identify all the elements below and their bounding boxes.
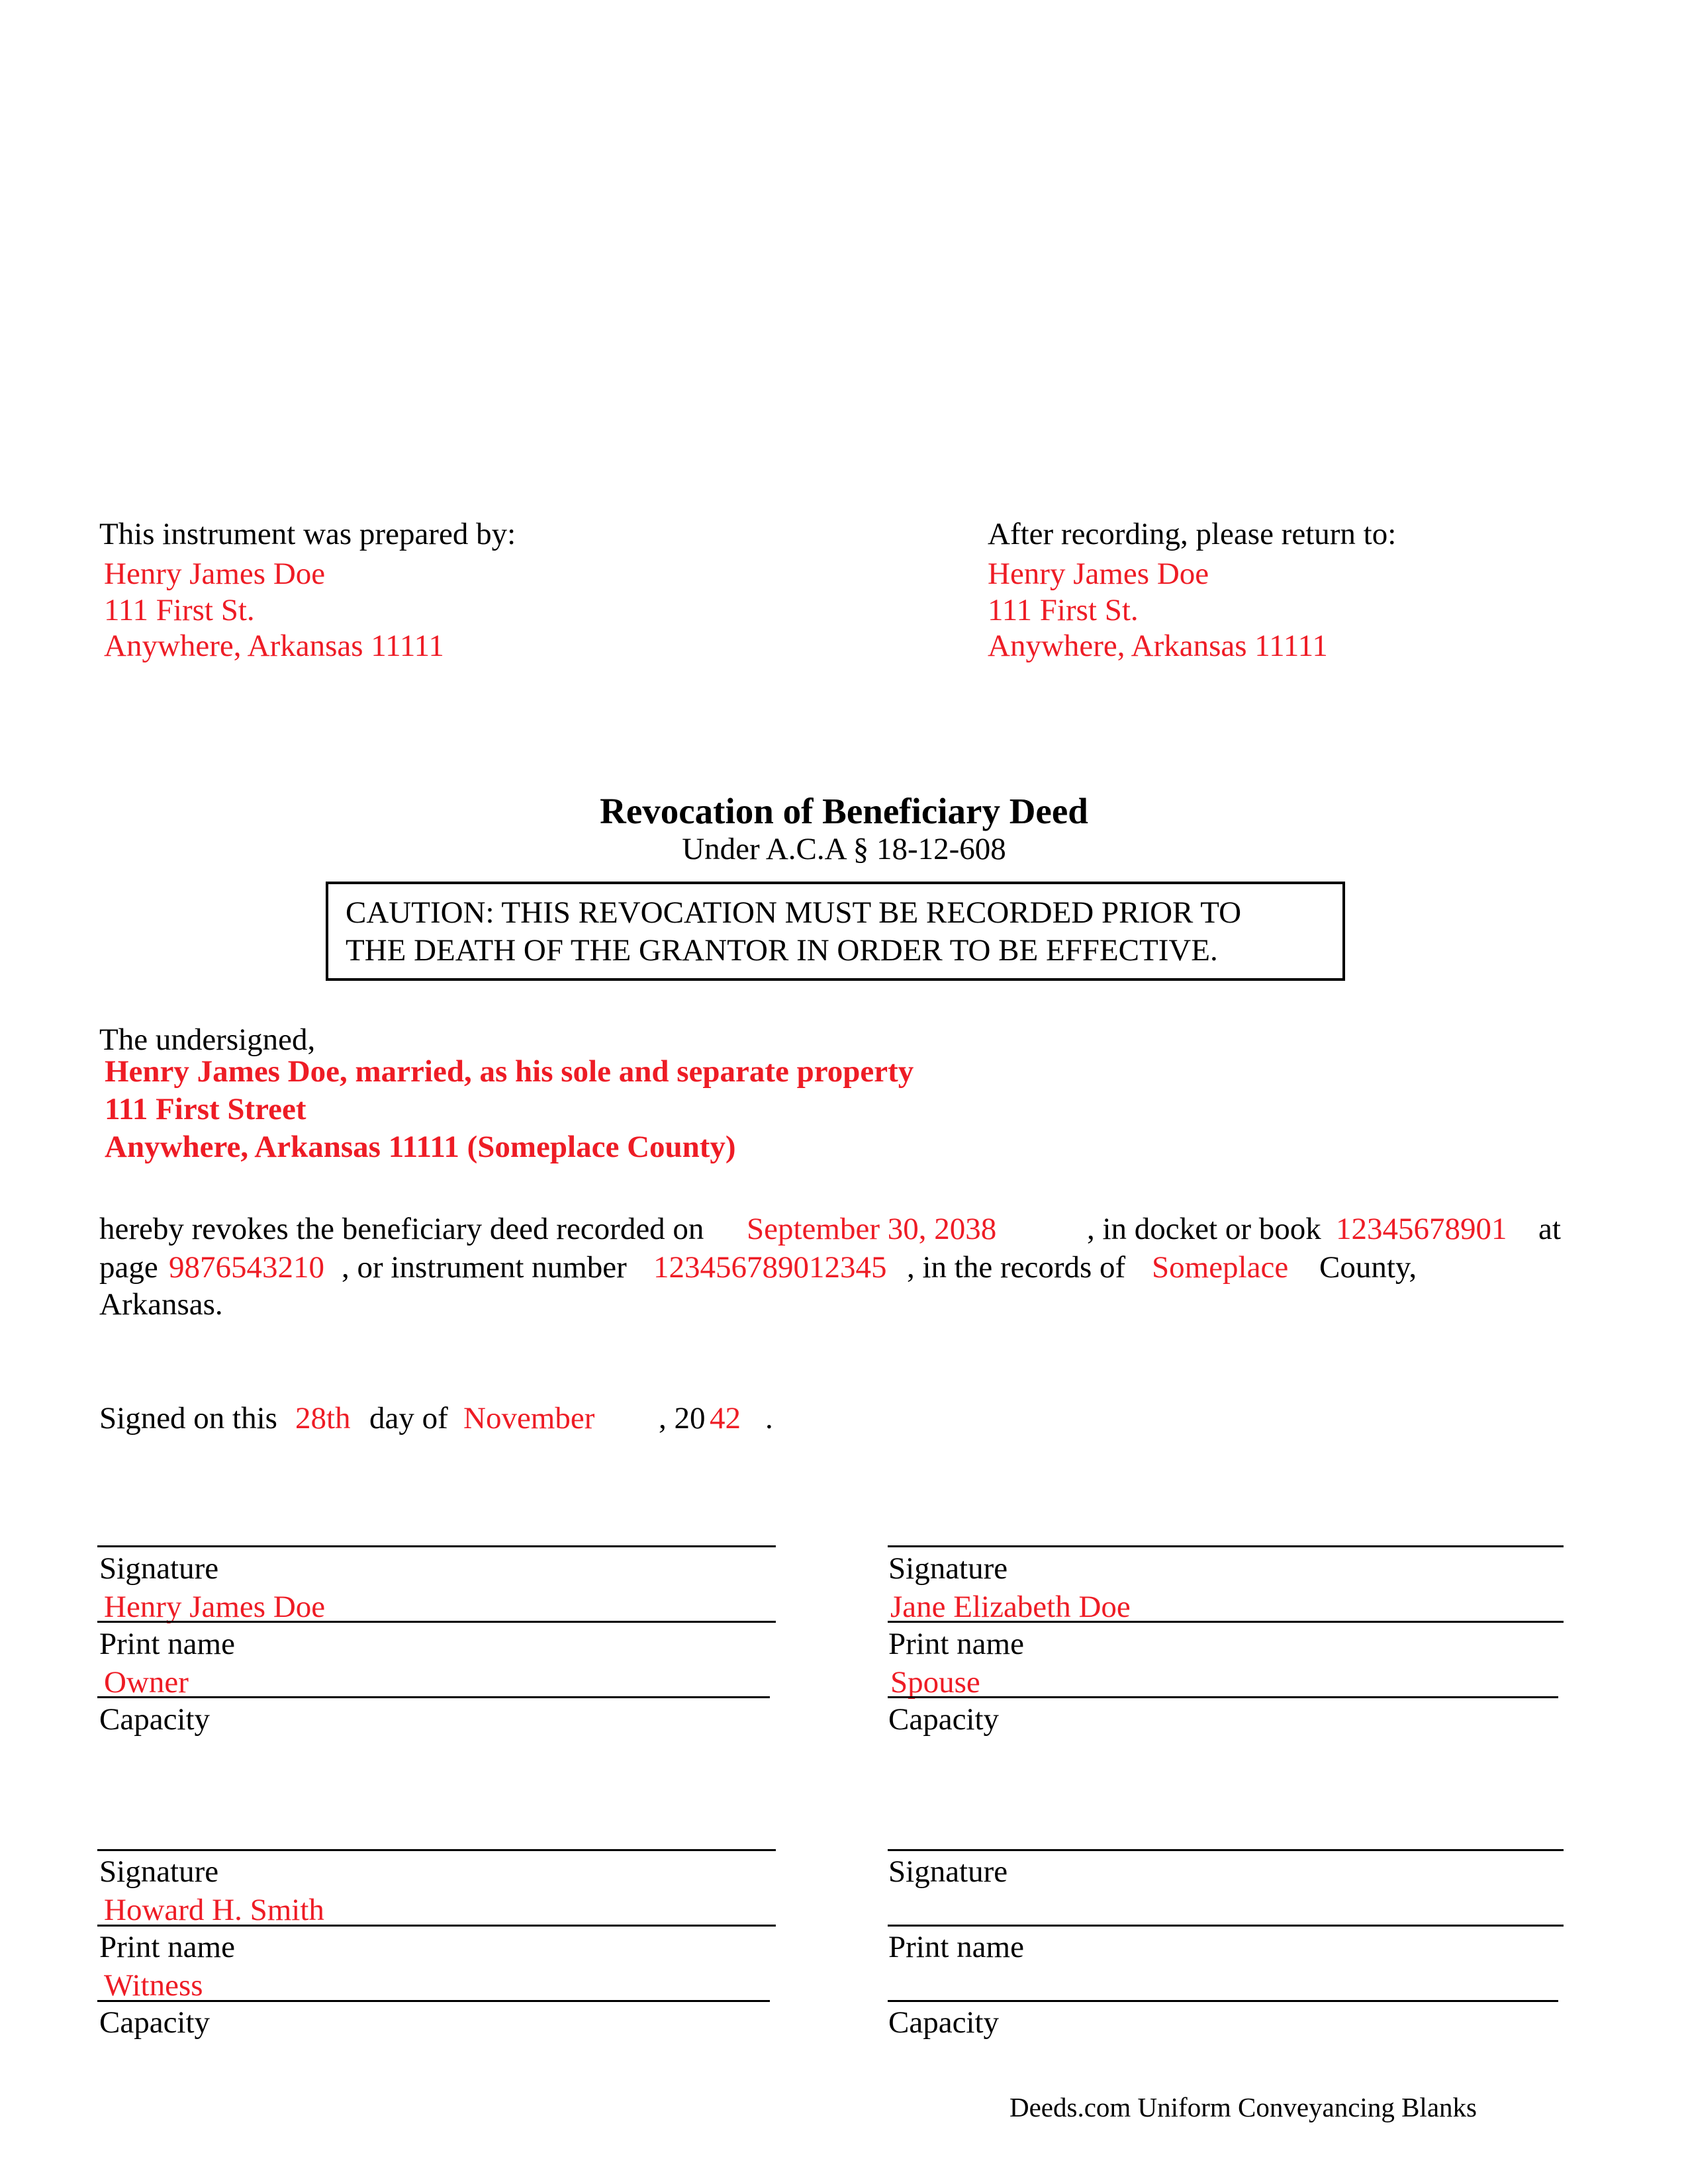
capacity-line[interactable]	[888, 2000, 1558, 2002]
print-name-label: Print name	[888, 1627, 1024, 1661]
footer-text: Deeds.com Uniform Conveyancing Blanks	[1009, 2092, 1477, 2122]
signed-text-3: , 20	[659, 1401, 706, 1435]
signer-2-name: Jane Elizabeth Doe	[890, 1590, 1131, 1624]
body-text-1: hereby revokes the beneficiary deed recorded on	[99, 1212, 704, 1246]
grantor-intro: The undersigned,	[99, 1023, 316, 1057]
document-subtitle: Under A.C.A § 18-12-608	[682, 832, 1006, 866]
capacity-label: Capacity	[99, 2005, 211, 2040]
signature-line[interactable]	[97, 1849, 776, 1851]
signed-day: 28th	[295, 1401, 351, 1435]
print-name-line[interactable]	[97, 1621, 776, 1623]
capacity-line[interactable]	[97, 2000, 770, 2002]
capacity-label: Capacity	[888, 2005, 1000, 2040]
print-name-line[interactable]	[888, 1925, 1564, 1927]
grantor-line-2: 111 First Street	[105, 1092, 306, 1126]
page-number: 9876543210	[169, 1250, 324, 1285]
prepared-by-label: This instrument was prepared by:	[99, 517, 516, 551]
body-text-7: County,	[1319, 1250, 1417, 1285]
signature-line[interactable]	[888, 1545, 1564, 1547]
signer-3-capacity: Witness	[104, 1968, 203, 2003]
signature-label: Signature	[888, 1551, 1008, 1586]
signature-line[interactable]	[888, 1849, 1564, 1851]
capacity-label: Capacity	[888, 1702, 1000, 1737]
signed-text-4: .	[765, 1401, 773, 1435]
instrument-number: 123456789012345	[653, 1250, 887, 1285]
capacity-label: Capacity	[99, 1702, 211, 1737]
signed-month: November	[463, 1401, 595, 1435]
prepared-by-city: Anywhere, Arkansas 11111	[104, 629, 444, 663]
body-text-3: at	[1538, 1212, 1561, 1246]
signer-1-name: Henry James Doe	[104, 1590, 326, 1624]
signature-label: Signature	[99, 1854, 219, 1889]
signer-3-name: Howard H. Smith	[104, 1893, 324, 1927]
body-text-6: , in the records of	[907, 1250, 1126, 1285]
print-name-label: Print name	[99, 1627, 235, 1661]
print-name-label: Print name	[888, 1930, 1024, 1964]
print-name-label: Print name	[99, 1930, 235, 1964]
caution-box	[326, 882, 1345, 981]
capacity-line[interactable]	[888, 1696, 1558, 1698]
body-text-4: page	[99, 1250, 158, 1285]
signed-text-2: day of	[369, 1401, 448, 1435]
caution-line-1: CAUTION: THIS REVOCATION MUST BE RECORDED PRIOR TO	[346, 895, 1242, 930]
signer-2-capacity: Spouse	[890, 1665, 980, 1700]
caution-line-2: THE DEATH OF THE GRANTOR IN ORDER TO BE EFFECTIVE.	[346, 933, 1218, 968]
capacity-line[interactable]	[97, 1696, 770, 1698]
signature-line[interactable]	[97, 1545, 776, 1547]
return-to-street: 111 First St.	[988, 593, 1139, 627]
county-name: Someplace	[1152, 1250, 1289, 1285]
body-text-8: Arkansas.	[99, 1287, 223, 1322]
print-name-line[interactable]	[888, 1621, 1564, 1623]
grantor-line-3: Anywhere, Arkansas 11111 (Someplace County)	[105, 1130, 736, 1164]
signature-label: Signature	[99, 1551, 219, 1586]
prepared-by-name: Henry James Doe	[104, 557, 326, 591]
signed-text-1: Signed on this	[99, 1401, 277, 1435]
prepared-by-street: 111 First St.	[104, 593, 255, 627]
book-number: 12345678901	[1336, 1212, 1507, 1246]
grantor-line-1: Henry James Doe, married, as his sole and separate property	[105, 1054, 914, 1089]
body-text-5: , or instrument number	[342, 1250, 627, 1285]
return-to-name: Henry James Doe	[988, 557, 1209, 591]
signer-1-capacity: Owner	[104, 1665, 189, 1700]
signed-year: 42	[710, 1401, 741, 1435]
print-name-line[interactable]	[97, 1925, 776, 1927]
recorded-date: September 30, 2038	[747, 1212, 997, 1246]
return-to-city: Anywhere, Arkansas 11111	[988, 629, 1328, 663]
return-to-label: After recording, please return to:	[988, 517, 1397, 551]
document-title: Revocation of Beneficiary Deed	[600, 791, 1088, 831]
signature-label: Signature	[888, 1854, 1008, 1889]
body-text-2: , in docket or book	[1087, 1212, 1321, 1246]
